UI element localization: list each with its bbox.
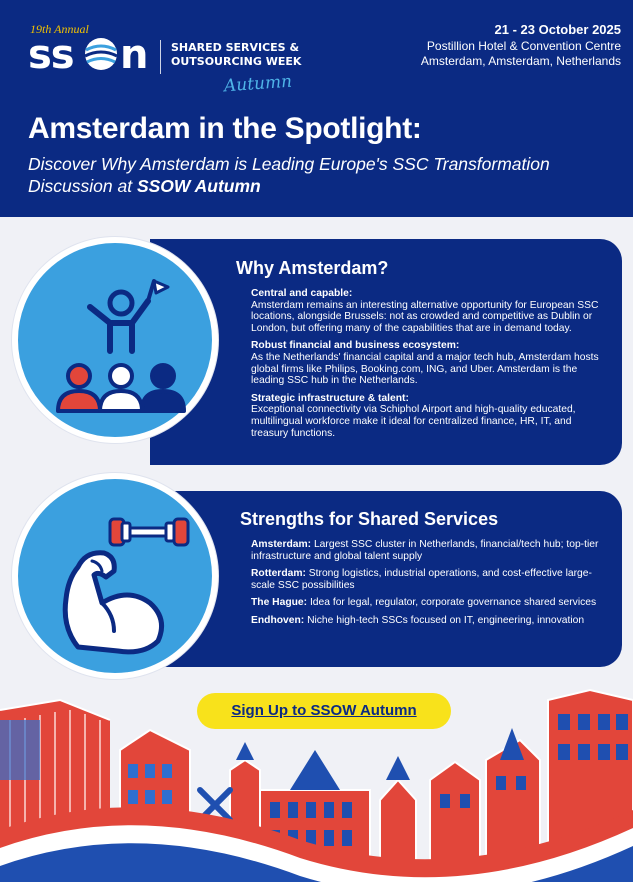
event-venue: Postillion Hotel & Convention Centre bbox=[426, 39, 621, 53]
why-item bbox=[251, 288, 603, 334]
strength-text: Idea for legal, regulator, corporate governance shared services bbox=[307, 597, 597, 609]
why-item-title: Robust financial and business ecosystem: bbox=[251, 340, 460, 352]
logo-line2: OUTSOURCING WEEK bbox=[171, 55, 302, 68]
strength-city: Endhoven: bbox=[251, 614, 305, 626]
logo-autumn-label: Autumn bbox=[223, 71, 293, 97]
logo-divider bbox=[160, 40, 161, 74]
why-amsterdam-body bbox=[251, 288, 603, 445]
ssow-logo-icon bbox=[28, 32, 158, 76]
page-subtitle bbox=[28, 153, 618, 197]
strength-item bbox=[251, 615, 601, 627]
sign-up-button[interactable]: Sign Up to SSOW Autumn bbox=[197, 693, 451, 729]
strengths-heading: Strengths for Shared Services bbox=[240, 509, 499, 529]
why-item bbox=[251, 340, 603, 386]
strength-text: Strong logistics, industrial operations, and cost-effective large-scale SSC possibilities bbox=[251, 568, 592, 591]
event-info bbox=[421, 22, 621, 69]
logo-annual-label: 19th Annual bbox=[30, 22, 89, 36]
svg-text:ss: ss bbox=[28, 32, 74, 76]
strength-item bbox=[251, 539, 601, 562]
subtitle-text: Discover Why Amsterdam is Leading Europe's SSC Transformation Discussion at bbox=[28, 154, 550, 196]
strength-city: Amsterdam: bbox=[251, 539, 312, 550]
logo-text bbox=[171, 41, 301, 69]
strength-item bbox=[251, 568, 601, 591]
strength-city: Rotterdam: bbox=[251, 568, 306, 580]
muscle-dumbbell-icon bbox=[18, 479, 212, 673]
ssow-logo bbox=[28, 32, 158, 85]
svg-text:n: n bbox=[120, 32, 148, 76]
strength-item bbox=[251, 597, 601, 609]
strength-city: The Hague: bbox=[251, 597, 308, 609]
strength-illustration-circle bbox=[12, 473, 218, 679]
team-illustration-circle bbox=[12, 237, 218, 443]
why-item bbox=[251, 393, 603, 439]
why-amsterdam-heading: Why Amsterdam? bbox=[236, 258, 389, 278]
why-amsterdam-card bbox=[150, 239, 622, 465]
header-banner bbox=[0, 0, 633, 217]
subtitle-event-name: SSOW Autumn bbox=[136, 176, 261, 196]
strength-text: Largest SSC cluster in Netherlands, financial/tech hub; top-tier infrastructure and global talent supply bbox=[251, 539, 599, 562]
page-title: Amsterdam in the Spotlight: bbox=[28, 112, 422, 145]
logo-line1: SHARED SERVICES & bbox=[171, 41, 300, 54]
team-leader-icon bbox=[18, 243, 212, 437]
amsterdam-skyline-illustration bbox=[0, 680, 633, 882]
strength-text: Niche high-tech SSCs focused on IT, engineering, innovation bbox=[304, 614, 585, 626]
why-item-text: As the Netherlands' financial capital and a major tech hub, Amsterdam hosts global firms like Philips, Booking.com, ING, and Uber. Amsterdam is the leading SSC hub in the Netherlands. bbox=[251, 351, 599, 387]
event-location: Amsterdam, Amsterdam, Netherlands bbox=[420, 54, 621, 68]
why-item-text: Amsterdam remains an interesting alternative opportunity for European SSC locations, alongside Brussels: not as crowded and competitive as Dublin or London, but offering many of the capabilities that are in demand today. bbox=[251, 299, 599, 334]
event-date: 21 - 23 October 2025 bbox=[494, 22, 621, 37]
strengths-card bbox=[150, 491, 622, 667]
why-item-title: Central and capable: bbox=[251, 288, 353, 299]
strengths-body bbox=[251, 539, 601, 633]
why-item-title: Strategic infrastructure & talent: bbox=[251, 392, 409, 404]
why-item-text: Exceptional connectivity via Schiphol Airport and high-quality educated, multilingual workforce make it ideal for centralized finance, HR, IT, and treasury functions. bbox=[251, 404, 576, 439]
